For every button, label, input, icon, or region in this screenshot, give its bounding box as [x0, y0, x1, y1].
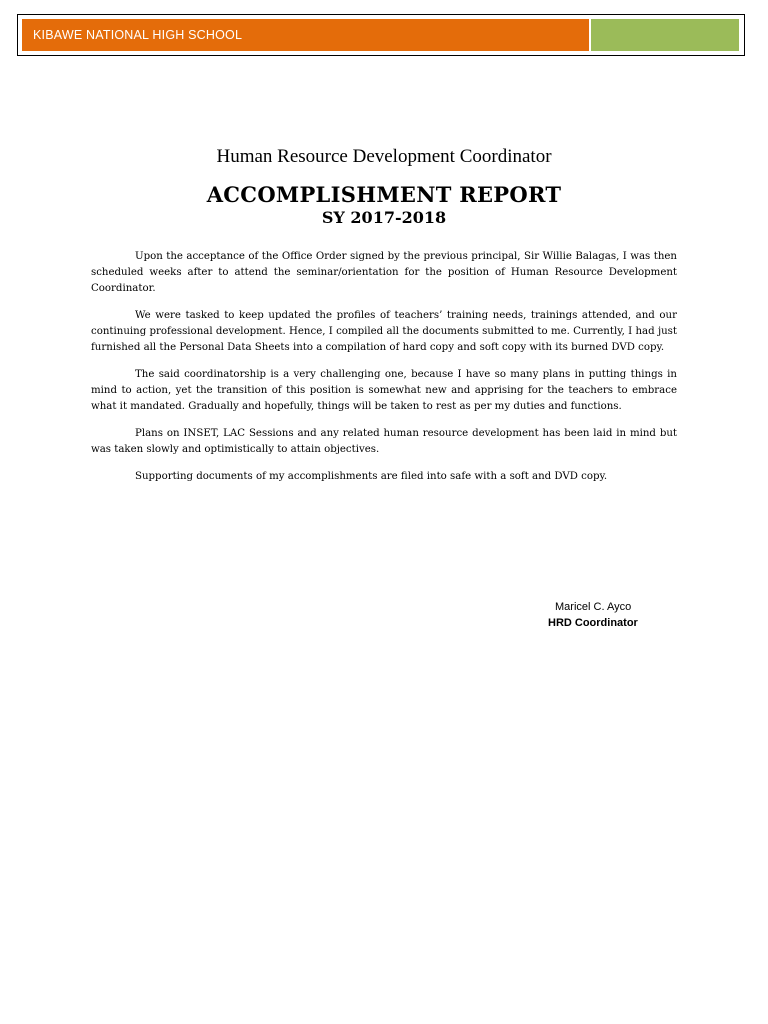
document-subtitle: Human Resource Development Coordinator [216, 146, 552, 167]
signatory-position: HRD Coordinator [548, 617, 638, 629]
signatory-name: Maricel C. Ayco [555, 601, 632, 613]
header-orange-bar [22, 19, 589, 51]
school-name: KIBAWE NATIONAL HIGH SCHOOL [33, 28, 243, 42]
header-banner [17, 14, 745, 56]
signature-block [540, 599, 670, 631]
paragraph: We were tasked to keep updated the profiles of teachers’ training needs, trainings attended, and our continuing professional development. Hence, I compiled all the documents submitted to me. Currently, I had just furnished all the Personal Data Sheets into a compilation of hard copy and soft copy with its burned DVD copy. [91, 310, 677, 353]
paragraph: Supporting documents of my accomplishments are filed into safe with a soft and DVD copy. [135, 471, 608, 482]
paragraph: Upon the acceptance of the Office Order signed by the previous principal, Sir Willie Balagas, I was then scheduled weeks after to attend the seminar/orientation for the position of Human Resource Development Coordinator. [91, 251, 677, 294]
paragraph: The said coordinatorship is a very challenging one, because I have so many plans in putting things in mind to action, yet the transition of this position is somewhat new and apprising for the teachers to embrace what it mandated. Gradually and hopefully, things will be taken to rest as per my duties and functions. [91, 369, 677, 412]
paragraph: Plans on INSET, LAC Sessions and any related human resource development has been laid in mind but was taken slowly and optimistically to attain objectives. [91, 428, 677, 455]
school-year: SY 2017-2018 [321, 208, 447, 227]
header-green-block [591, 19, 739, 51]
report-body [91, 249, 677, 496]
document-title: ACCOMPLISHMENT REPORT [206, 182, 562, 207]
